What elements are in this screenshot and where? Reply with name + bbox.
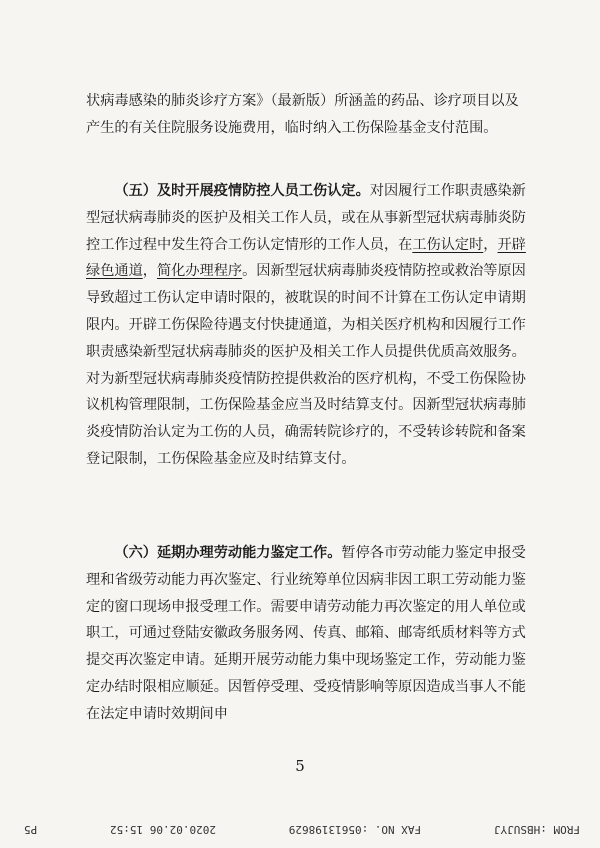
underlined-phrase-1: 工伤认定时: [412, 236, 484, 253]
section-5-text-a: 对因履行工作职责感染新型冠状病毒肺炎的医护及相关工作人员，或在从事新型冠状病毒肺炎防控工作过程中发生符合工伤认定情形的工作人员，在: [86, 183, 526, 253]
underlined-phrase-3: 简化办理程序: [156, 263, 243, 280]
fax-datetime: 2020.02.06 15:52: [110, 823, 216, 837]
intro-paragraph: [86, 88, 526, 142]
section-5-heading: （五）及时开展疫情防控人员工伤认定。: [114, 183, 370, 199]
section-6-text: 暂停各市劳动能力鉴定申报受理和省级劳动能力再次鉴定、行业统筹单位因病非因工职工劳动能力鉴定的窗口现场申报受理工作。需要申请劳动能力再次鉴定的用人单位或职工，可通过登陆安徽政务服务网、传真、邮箱、邮寄纸质材料等方式提交再次鉴定申请。延期开展劳动能力集中现场鉴定工作，劳动能力鉴定办结时限相应顺延。因暂停受理、受疫情影响等原因造成当事人不能在法定申请时效期间申: [86, 545, 526, 722]
fax-page: P5: [24, 823, 38, 837]
section-5-text-b: 。因新型冠状病毒肺炎疫情防控或救治等原因导致超过工伤认定申请时限的，被耽误的时间不计算在工伤认定申请期限内。开辟工伤保险待遇支付快捷通道，为相关医疗机构和因履行工作职责感染新型冠状病毒肺炎的医护及相关工作人员提供优质高效服务。对为新型冠状病毒肺炎疫情防控提供救治的医疗机构，不受工伤保险协议机构管理限制，工伤保险基金应当及时结算支付。因新型冠状病毒肺炎疫情防治认定为工伤的人员，确需转院诊疗的，不受转诊转院和备案登记限制，工伤保险基金应及时结算支付。: [86, 263, 526, 467]
fax-header-strip: [24, 822, 580, 838]
fax-number: FAX NO. :05613198629: [288, 823, 422, 837]
section-6-paragraph: [86, 540, 526, 728]
page-number: 5: [295, 757, 305, 775]
fax-from: FROM :HBSUJYJ: [493, 823, 580, 837]
underlined-phrase-2: 开辟绿色通道: [86, 236, 526, 280]
section-6-heading: （六）延期办理劳动能力鉴定工作。: [114, 545, 342, 561]
intro-text: 状病毒感染的肺炎诊疗方案》（最新版）所涵盖的药品、诊疗项目以及产生的有关住院服务设施费用，临时纳入工伤保险基金支付范围。: [86, 93, 519, 136]
section-5-paragraph: （五）及时开展疫情防控人员工伤认定。对因履行工作职责感染新型冠状病毒肺炎的医护及相关工作人员，或在从事新型冠状病毒肺炎防控工作过程中发生符合工伤认定情形的工作人员，在工伤认定时，开辟绿色通道，简化办理程序。因新型冠状病毒肺炎疫情防控或救治等原因导致超过工伤认定申请时限的，被耽误的时间不计算在工伤认定申请期限内。开辟工伤保险待遇支付快捷通道，为相关医疗机构和因履行工作职责感染新型冠状病毒肺炎的医护及相关工作人员提供优质高效服务。对为新型冠状病毒肺炎疫情防控提供救治的医疗机构，不受工伤保险协议机构管理限制，工伤保险基金应当及时结算支付。因新型冠状病毒肺炎疫情防治认定为工伤的人员，确需转院诊疗的，不受转诊转院和备案登记限制，工伤保险基金应及时结算支付。: [86, 183, 526, 467]
